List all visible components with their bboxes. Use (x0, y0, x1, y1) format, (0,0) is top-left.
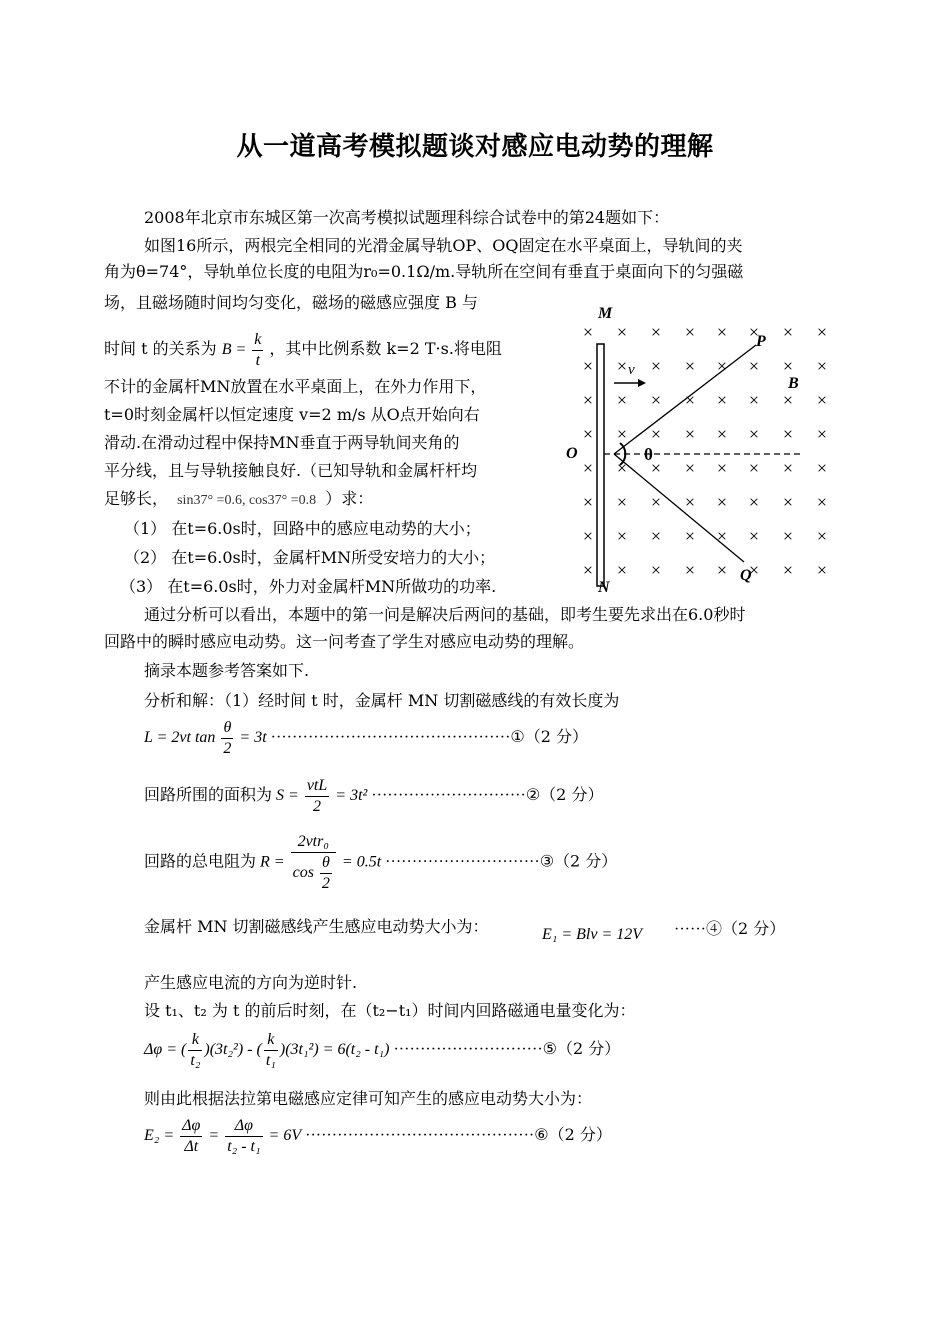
eq5-denominator-1: t₂ (190, 1052, 201, 1069)
field-cross-icon: × (650, 424, 662, 445)
field-cross-icon: × (716, 390, 728, 411)
field-cross-icon: × (748, 390, 760, 411)
problem-line-6: t=0时刻金属杆以恒定速度 v=2 m/s 从O点开始向右 (104, 405, 480, 424)
eq6-part-a: E₂ = (144, 1127, 175, 1145)
field-cross-icon: × (782, 560, 794, 581)
field-cross-icon: × (716, 322, 728, 343)
label-p: P (756, 333, 766, 350)
eq1-tag: ①（2 分） (510, 727, 589, 747)
eq1-numerator: θ (221, 718, 233, 739)
formula-b-of-t (221, 331, 270, 369)
equation-4-tag-line: ······④（2 分） (674, 919, 786, 938)
field-cross-icon: × (684, 526, 696, 547)
field-cross-icon: × (684, 390, 696, 411)
problem-line-4 (104, 330, 502, 371)
eq5-tag: ⑤（2 分） (542, 1039, 621, 1059)
label-n: N (598, 579, 610, 596)
eq2-tag: ②（2 分） (525, 785, 604, 805)
eq3-den-numerator: θ (320, 853, 332, 874)
field-cross-icon: × (816, 424, 828, 445)
formula-b-lhs: B = (221, 341, 247, 359)
eq6-denominator-2: t₂ - t₁ (227, 1138, 261, 1155)
field-cross-icon: × (716, 560, 728, 581)
question-2: （2） 在t=6.0s时，金属杆MN所受安培力的大小； (124, 548, 496, 567)
field-cross-icon: × (616, 390, 628, 411)
problem-line-4-end: ，其中比例系数 k=2 T·s.将电阻 (269, 339, 502, 359)
trig-values: sin37° =0.6, cos37° =0.8 (177, 493, 317, 508)
eq3-tag: ③（2 分） (539, 851, 618, 871)
eq1-denominator: 2 (223, 740, 232, 757)
question-1: （1） 在t=6.0s时，回路中的感应电动势的大小； (124, 519, 481, 538)
field-cross-marks (583, 322, 827, 580)
field-cross-icon: × (748, 424, 760, 445)
field-cross-icon: × (748, 458, 760, 479)
field-cross-icon: × (582, 424, 594, 445)
intro-line: 2008年北京市东城区第一次高考模拟试题理科综合试卷中的第24题如下： (144, 208, 670, 227)
formula-b-fraction (252, 330, 263, 371)
eq4-body: E₁ = Blv = 12V (542, 926, 643, 943)
label-theta: θ (644, 445, 653, 464)
formula-b-denominator: t (255, 352, 261, 369)
eq5-numerator-2: k (264, 1030, 278, 1051)
field-cross-icon: × (782, 390, 794, 411)
field-cross-icon: × (782, 322, 794, 343)
field-cross-icon: × (716, 526, 728, 547)
field-cross-icon: × (650, 390, 662, 411)
label-q: Q (740, 567, 752, 584)
eq3-intro: 回路的总电阻为 (144, 851, 257, 871)
label-o: O (566, 445, 578, 462)
field-cross-icon: × (616, 424, 628, 445)
eq6-numerator-1: Δφ (180, 1116, 202, 1137)
eq2-numerator: vtL (305, 776, 329, 797)
eq2-lhs: S = (276, 787, 299, 805)
analysis-para-10: 则由此根据法拉第电磁感应定律可知产生的感应电动势大小为： (144, 1089, 593, 1108)
eq2-denominator: 2 (313, 798, 322, 815)
field-cross-icon: × (816, 526, 828, 547)
label-v: v (628, 362, 635, 378)
problem-line-9-start: 足够长， (104, 489, 169, 508)
formula-b-numerator: k (252, 330, 263, 351)
eq5-part-c: )(3t₁²) = 6(t₂ - t₁) (279, 1041, 390, 1059)
eq1-rhs: = 3t (239, 729, 267, 747)
eq3-fraction (291, 832, 336, 894)
problem-line-1: 如图16所示，两根完全相同的光滑金属导轨OP、OQ固定在水平桌面上，导轨间的夹 (144, 236, 743, 255)
problem-line-9 (104, 486, 373, 514)
field-cross-icon: × (816, 322, 828, 343)
eq4-tag: ④（2 分） (705, 919, 786, 938)
field-cross-icon: × (816, 356, 828, 377)
field-cross-icon: × (582, 390, 594, 411)
field-cross-icon: × (816, 560, 828, 581)
eq3-den-cos: cos (292, 864, 314, 882)
problem-line-9-end: ）求： (325, 489, 374, 508)
field-cross-icon: × (616, 356, 628, 377)
analysis-para-4: 分析和解：（1）经时间 t 时，金属杆 MN 切割磁感线的有效长度为 (144, 691, 620, 710)
field-cross-icon: × (650, 458, 662, 479)
field-cross-icon: × (616, 560, 628, 581)
problem-line-7: 滑动.在滑动过程中保持MN垂直于两导轨间夹角的 (104, 433, 460, 452)
eq6-numerator-2: Δφ (225, 1116, 262, 1137)
eq3-rhs: = 0.5t (341, 853, 382, 871)
field-cross-icon: × (616, 322, 628, 343)
eq3-lhs: R = (260, 853, 285, 871)
eq6-part-b: = (208, 1127, 220, 1145)
field-cross-icon: × (582, 560, 594, 581)
field-cross-icon: × (684, 560, 696, 581)
field-cross-icon: × (650, 526, 662, 547)
figure-magnetic-field-diagram (560, 300, 850, 600)
field-cross-icon: × (650, 492, 662, 513)
equation-5: Δφ = ( $\frac{k}{\text{t₂}}$ )(3t₂²) - ( $\frac{k}{\text{t₁}}$ )(3t₁²) = 6(t₂ - t₁) ····························⑤（2 分） (144, 1031, 621, 1069)
problem-line-8: 平分线，且与导轨接触良好.（已知导轨和金属杆杆均 (104, 461, 478, 480)
field-cross-icon: × (582, 356, 594, 377)
rod-mn (597, 344, 604, 586)
question-3: （3） 在t=6.0s时，外力对金属杆MN所做功的功率. (120, 577, 497, 596)
analysis-para-9: 设 t₁、t₂ 为 t 的前后时刻，在（t₂−t₁）时间内回路磁通电量变化为： (144, 1001, 636, 1020)
label-b: B (788, 375, 799, 392)
page-title: 从一道高考模拟题谈对感应电动势的理解 (236, 132, 714, 162)
field-cross-icon: × (684, 458, 696, 479)
eq1-fraction (221, 718, 233, 759)
eq2-fraction (305, 776, 329, 817)
field-cross-icon: × (684, 424, 696, 445)
field-cross-icon: × (582, 458, 594, 479)
eq5-fraction-2 (264, 1030, 278, 1071)
field-cross-icon: × (816, 390, 828, 411)
field-cross-icon: × (684, 322, 696, 343)
eq5-part-a: Δφ = ( (144, 1041, 187, 1059)
analysis-para-3: 摘录本题参考答案如下. (144, 661, 310, 680)
field-cross-icon: × (748, 526, 760, 547)
field-cross-icon: × (616, 526, 628, 547)
eq3-numerator: 2vtr₀ (291, 832, 336, 853)
analysis-para-2: 回路中的瞬时感应电动势。这一问考查了学生对感应电动势的理解。 (104, 632, 585, 651)
eq5-denominator-2: t₁ (265, 1052, 276, 1069)
equation-1: L = 2vt tan $\frac{\theta}{2}$ = 3t ·············································①（2 分） (144, 719, 589, 757)
velocity-arrow-icon (638, 379, 646, 387)
field-cross-icon: × (748, 492, 760, 513)
analysis-para-8: 产生感应电流的方向为逆时针. (144, 973, 358, 992)
field-cross-icon: × (684, 492, 696, 513)
eq6-denominator-1: Δt (184, 1138, 199, 1155)
field-cross-icon: × (650, 322, 662, 343)
field-cross-icon: × (716, 458, 728, 479)
analysis-para-1: 通过分析可以看出，本题中的第一问是解决后两问的基础，即考生要先求出在6.0秒时 (144, 605, 746, 624)
field-cross-icon: × (716, 424, 728, 445)
problem-line-4-start: 时间 t 的关系为 (104, 339, 217, 359)
field-cross-icon: × (748, 560, 760, 581)
eq5-part-b: )(3t₂²) - ( (204, 1041, 262, 1059)
analysis-para-7: 金属杆 MN 切割磁感线产生感应电动势大小为： (144, 917, 489, 936)
field-cross-icon: × (616, 492, 628, 513)
field-cross-icon: × (716, 492, 728, 513)
field-cross-icon: × (582, 492, 594, 513)
field-cross-icon: × (650, 560, 662, 581)
problem-line-2: 角为θ=74°，导轨单位长度的电阻为r₀=0.1Ω/m.导轨所在空间有垂直于桌面向下的匀强磁 (104, 262, 744, 281)
field-cross-icon: × (782, 458, 794, 479)
field-cross-icon: × (816, 492, 828, 513)
field-cross-icon: × (782, 356, 794, 377)
field-cross-icon: × (650, 356, 662, 377)
eq6-fraction-1 (180, 1116, 202, 1157)
eq6-fraction-2 (225, 1116, 262, 1157)
equation-3: 回路的总电阻为 R = 2vtr₀ cos $\frac{\theta}{2}$ = 0.5t ·····························③（2 分） (144, 833, 618, 892)
eq3-den-fraction (320, 853, 332, 894)
equation-4 (542, 926, 642, 944)
field-cross-icon: × (684, 356, 696, 377)
field-cross-icon: × (782, 492, 794, 513)
eq6-tag: ⑥（2 分） (534, 1125, 612, 1145)
field-cross-icon: × (816, 458, 828, 479)
label-m: M (598, 305, 613, 322)
eq3-denominator (291, 853, 336, 894)
problem-line-3: 场，且磁场随时间均匀变化，磁场的磁感应强度 B 与 (104, 293, 478, 312)
eq6-part-c: = 6V (268, 1127, 302, 1145)
problem-line-5: 不计的金属杆MN放置在水平桌面上，在外力作用下， (104, 377, 487, 396)
field-cross-icon: × (782, 424, 794, 445)
eq5-numerator-1: k (188, 1030, 202, 1051)
field-cross-icon: × (582, 526, 594, 547)
field-cross-icon: × (616, 458, 628, 479)
field-cross-icon: × (716, 356, 728, 377)
eq2-rhs: = 3t² (335, 787, 368, 805)
eq5-fraction-1 (188, 1030, 202, 1071)
field-cross-icon: × (782, 526, 794, 547)
equation-6: E₂ = $\frac{\Delta\varphi}{\Delta t}$ = $\frac{\Delta\varphi}{\text{t₂ - t₁}}$ = 6V ···········································⑥（2 分） (144, 1117, 612, 1155)
eq2-intro: 回路所围的面积为 (144, 785, 273, 805)
eq3-den-denominator: 2 (321, 875, 330, 892)
field-cross-icon: × (748, 356, 760, 377)
eq1-lhs: L = 2vt tan (144, 729, 216, 747)
field-cross-icon: × (582, 322, 594, 343)
equation-2: 回路所围的面积为 S = $\frac{\text{vtL}}{2}$ = 3t² ·····························②（2 分） (144, 777, 604, 815)
field-cross-icon: × (748, 322, 760, 343)
